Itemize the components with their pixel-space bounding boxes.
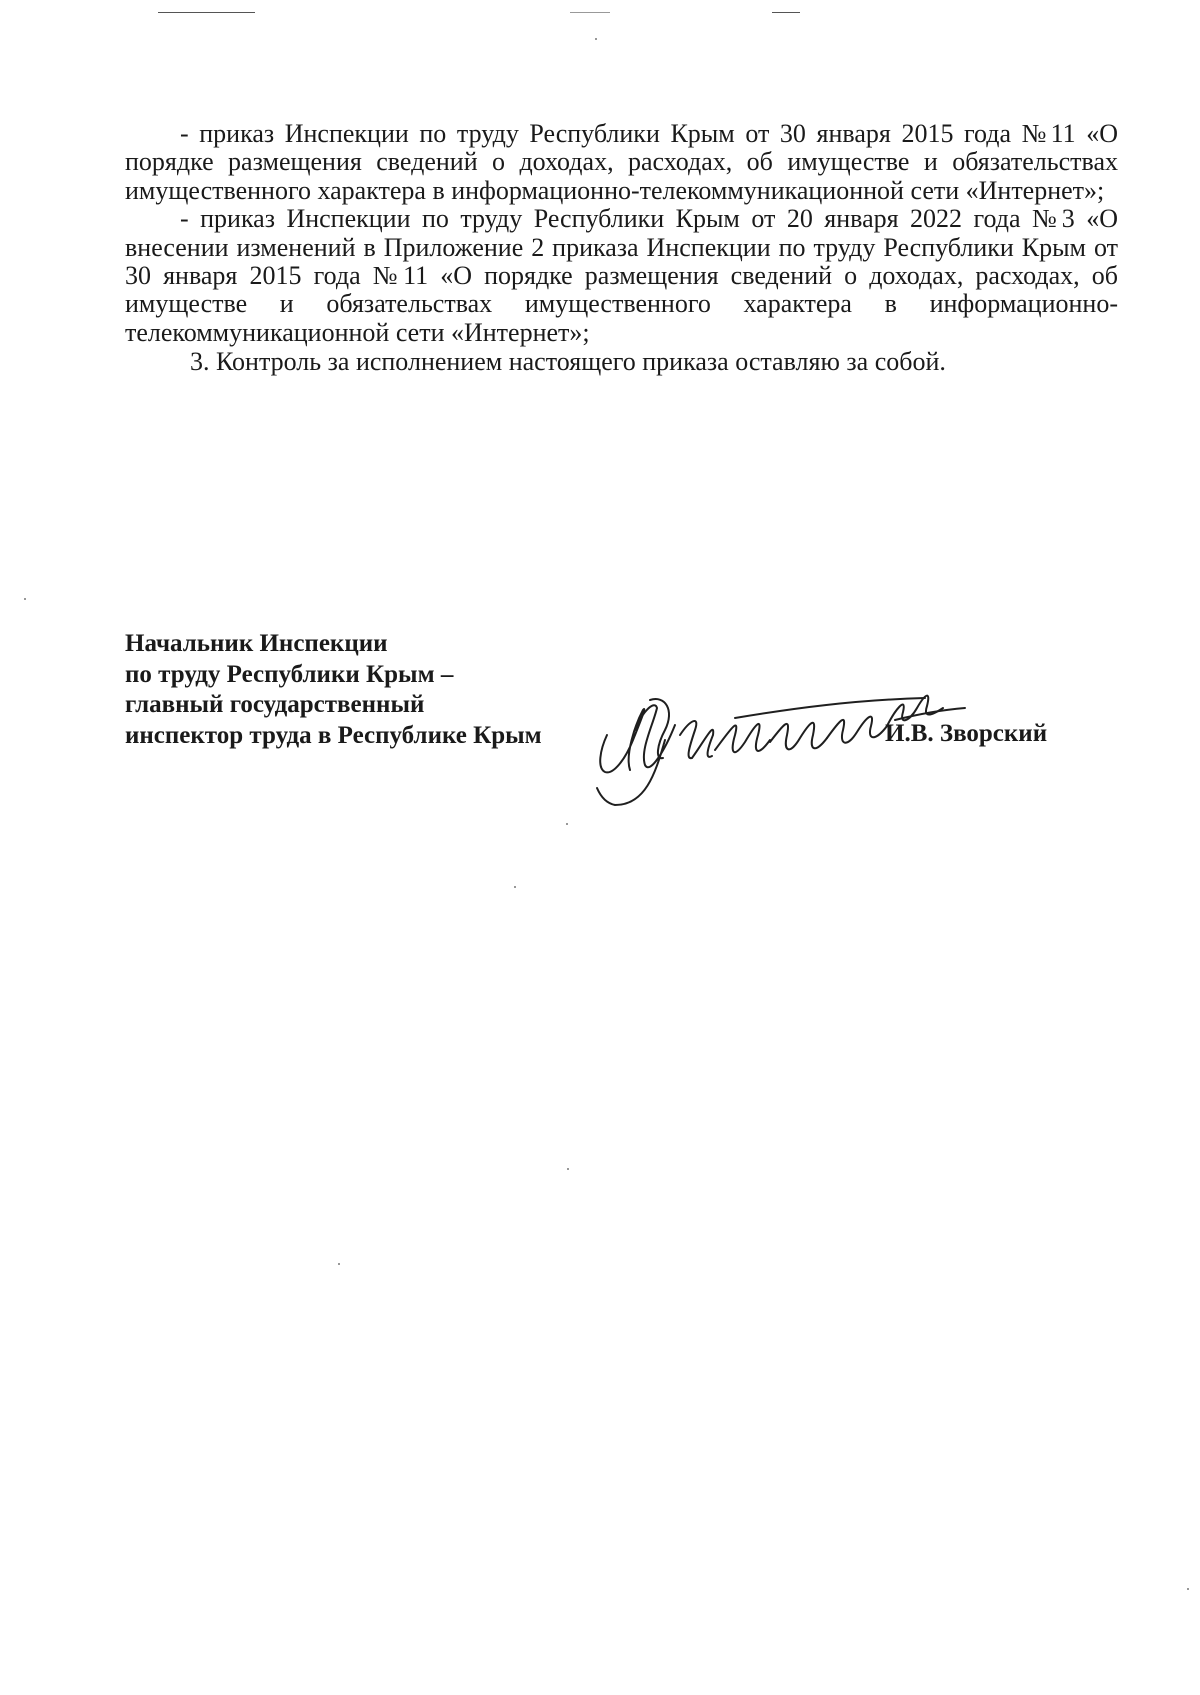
scan-artifact-dot <box>514 886 516 888</box>
signatory-name: И.В. Зворский <box>885 720 1048 747</box>
signatory-title-line: инспектор труда в Республике Крым <box>125 721 542 749</box>
scan-artifact-line <box>158 12 255 13</box>
signatory-title <box>125 629 542 751</box>
paragraph-order-2022: - приказ Инспекции по труду Республики Крым от 20 января 2022 года №3 «О внесении изменений в Приложение 2 приказа Инспекции по труду Республики Крым от 30 января 2015 года №11 «О порядке размещения сведений о доходах, расходах, об имуществе и обязательствах имущественного характера в информационно-телекоммуникационной сети «Интернет»; <box>125 204 1118 347</box>
scan-artifact-dot <box>24 598 26 600</box>
scan-artifact-line <box>772 12 800 13</box>
scan-artifact-dot <box>595 38 597 40</box>
paragraph-control-clause: 3. Контроль за исполнением настоящего приказа оставляю за собой. <box>190 347 946 377</box>
scan-artifact-dot <box>338 1263 340 1265</box>
scan-artifact-dot <box>567 1168 569 1170</box>
document-body <box>125 120 1118 377</box>
signatory-title-line: Начальник Инспекции <box>125 630 388 657</box>
scan-artifact-line <box>570 12 610 13</box>
signatory-title-line: главный государственный <box>125 691 425 718</box>
signatory-title-line: по труду Республики Крым – <box>125 660 454 688</box>
scan-artifact-dot <box>566 823 568 825</box>
scan-artifact-dot <box>1187 1588 1189 1590</box>
paragraph-order-2015: - приказ Инспекции по труду Республики Крым от 30 января 2015 года №11 «О порядке размещения сведений о доходах, расходах, об имуществе и обязательствах имущественного характера в информационно-телекоммуникационной сети «Интернет»; <box>125 119 1118 205</box>
